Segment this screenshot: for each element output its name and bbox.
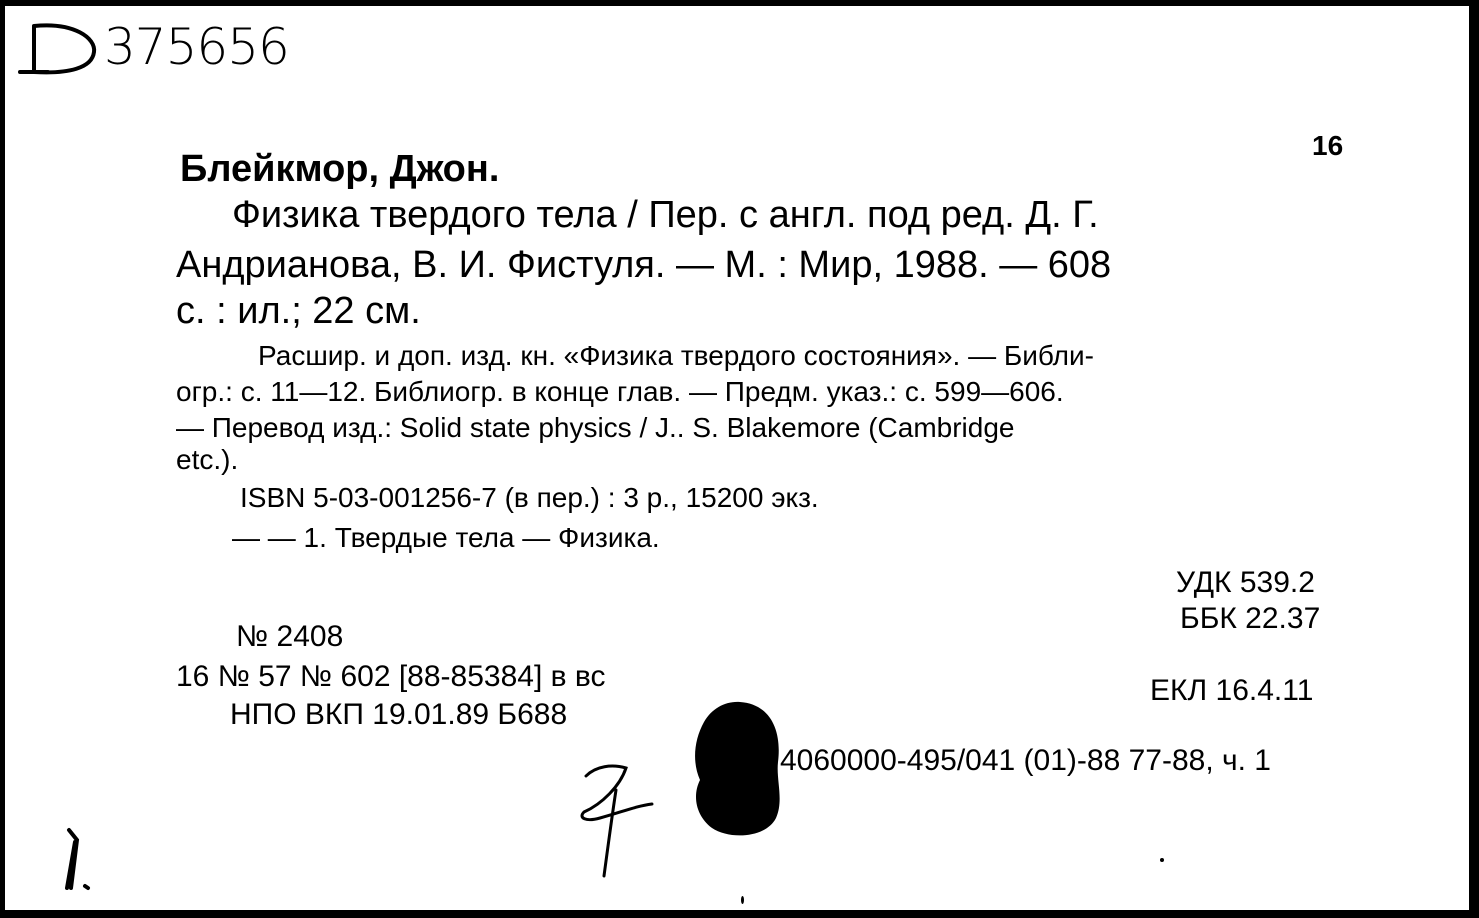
notes-line-1: Расшир. и доп. изд. кн. «Физика твердого состояния». — Библи- <box>258 340 1094 371</box>
handwritten-d-mark <box>14 20 104 76</box>
card-border-bottom <box>0 910 1479 918</box>
order-line: 16 № 57 № 602 [88-85384] в вс <box>176 660 606 693</box>
udk-code: УДК 539.2 <box>1176 566 1315 599</box>
card-number: 16 <box>1312 130 1344 161</box>
card-border-left <box>0 0 5 918</box>
description-line-2: Андрианова, В. И. Фистуля. — М. : Мир, 1988. — 608 <box>176 244 1112 286</box>
card-border-right <box>1469 0 1479 918</box>
notes-line-4: etc.). <box>176 444 239 475</box>
order-number: № 2408 <box>236 620 344 653</box>
author-heading: Блейкмор, Джон. <box>180 148 500 190</box>
index-line: 4060000-495/041 (01)-88 77-88, ч. 1 <box>780 744 1271 777</box>
ekl-code: ЕКЛ 16.4.11 <box>1150 674 1314 707</box>
description-line-1: Физика твердого тела / Пер. с англ. под ред. Д. Г. <box>232 194 1099 236</box>
handwritten-seven <box>572 756 662 886</box>
bbk-code: ББК 22.37 <box>1180 602 1321 635</box>
isbn-line: ISBN 5-03-001256-7 (в пер.) : 3 р., 15200 экз. <box>240 482 819 513</box>
ink-blot <box>690 700 790 840</box>
description-line-3: с. : ил.; 22 см. <box>176 290 421 332</box>
card-border-top <box>0 0 1479 6</box>
handwritten-one <box>55 826 105 896</box>
accession-number: 375656 <box>104 18 289 76</box>
speck-dot <box>1160 858 1164 862</box>
notes-line-2: огр.: с. 11—12. Библиогр. в конце глав. — Предм. указ.: с. 599—606. <box>176 376 1064 407</box>
notes-line-3: — Перевод изд.: Solid state physics / J.. S. Blakemore (Cambridge <box>176 412 1015 443</box>
speck-dot <box>741 896 744 904</box>
npo-line: НПО ВКП 19.01.89 Б688 <box>230 698 568 731</box>
subject-line: — — 1. Твердые тела — Физика. <box>232 522 660 553</box>
